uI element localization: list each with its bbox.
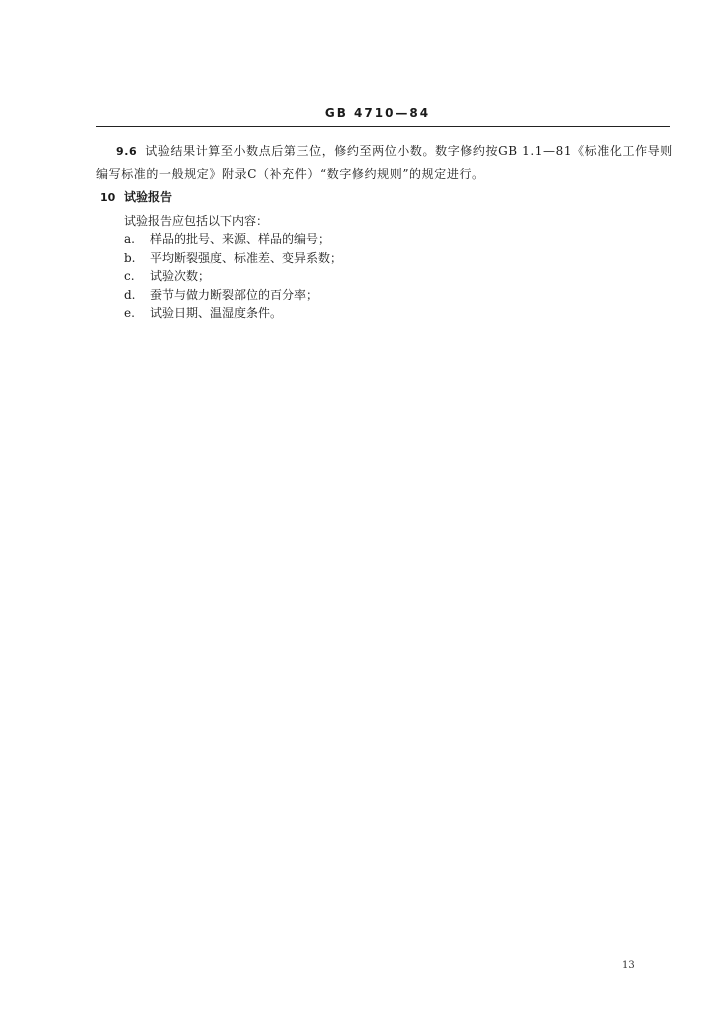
list-item-text: 样品的批号、来源、样品的编号；: [150, 232, 331, 246]
list-item-letter: b.: [124, 250, 136, 265]
header-rule: [96, 126, 670, 127]
section-10-heading: [100, 188, 172, 207]
section-9-6-paragraph: [96, 140, 686, 185]
page-header: [0, 106, 725, 120]
list-item-letter: c.: [124, 269, 135, 283]
section-10-number: 10: [100, 191, 116, 204]
section-10-title: 试验报告: [124, 190, 173, 204]
section-9-6-text: 试验结果计算至小数点后第三位，修约至两位小数。数字修约按GB 1.1—81《标准化工作导则 编写标准的一般规定》附录C（补充件）“数字修约规则”的规定进行。: [96, 144, 673, 181]
list-item-letter: e.: [124, 306, 135, 320]
list-item: [124, 267, 342, 286]
section-10-intro: 试验报告应包括以下内容：: [124, 214, 269, 228]
section-9-6-number: 9.6: [116, 145, 138, 158]
list-item-letter: a.: [124, 232, 135, 246]
list-item-text: 平均断裂强度、标准差、变异系数；: [150, 250, 343, 265]
list-item-letter: d.: [124, 287, 136, 302]
list-item: [124, 304, 342, 323]
list-item: [124, 249, 342, 268]
list-item: [124, 286, 342, 305]
list-item-text: 蚕节与做力断裂部位的百分率；: [150, 287, 319, 302]
page-number: 13: [622, 960, 635, 971]
report-items-list: [124, 230, 342, 323]
list-item: [124, 230, 342, 249]
list-item-text: 试验次数；: [150, 269, 211, 283]
list-item-text: 试验日期、温湿度条件。: [150, 306, 283, 320]
standard-code: GB 4710—84: [324, 106, 431, 120]
